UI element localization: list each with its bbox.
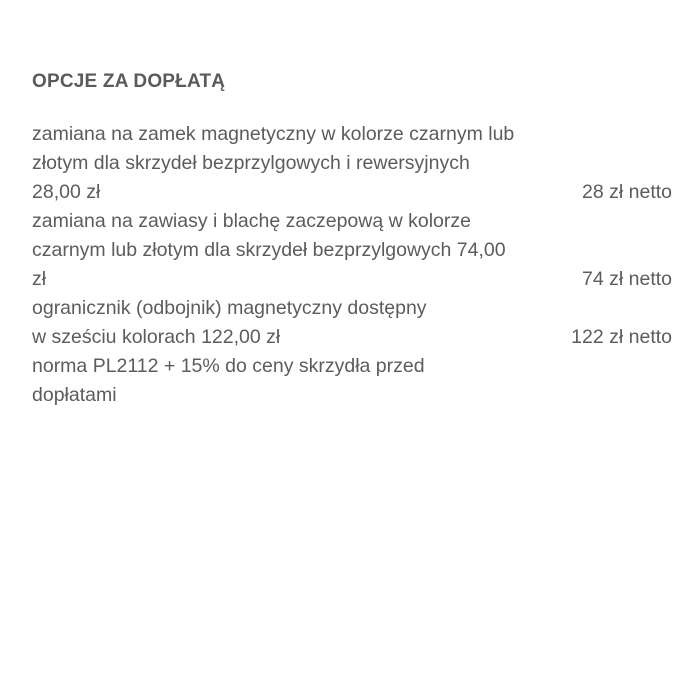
option-description: zamiana na zawiasy i blachę zaczepową w kolorze czarnym lub złotym dla skrzydeł bezprzylgowych 74,00 zł bbox=[32, 210, 506, 290]
option-description: norma PL2112 + 15% do ceny skrzydła przed dopłatami bbox=[32, 355, 425, 406]
option-row bbox=[32, 120, 672, 207]
option-row bbox=[32, 294, 672, 352]
option-row bbox=[32, 207, 672, 294]
extra-options-section bbox=[32, 68, 672, 410]
option-price: 74 zł netto bbox=[582, 268, 672, 290]
option-price: 28 zł netto bbox=[582, 181, 672, 203]
option-row bbox=[32, 352, 672, 410]
option-description: ogranicznik (odbojnik) magnetyczny dostępny w sześciu kolorach 122,00 zł bbox=[32, 297, 427, 348]
section-title: OPCJE ZA DOPŁATĄ bbox=[32, 71, 226, 92]
option-description: zamiana na zamek magnetyczny w kolorze czarnym lub złotym dla skrzydeł bezprzylgowych i rewersyjnych 28,00 zł bbox=[32, 123, 515, 203]
option-price: 122 zł netto bbox=[571, 326, 672, 348]
